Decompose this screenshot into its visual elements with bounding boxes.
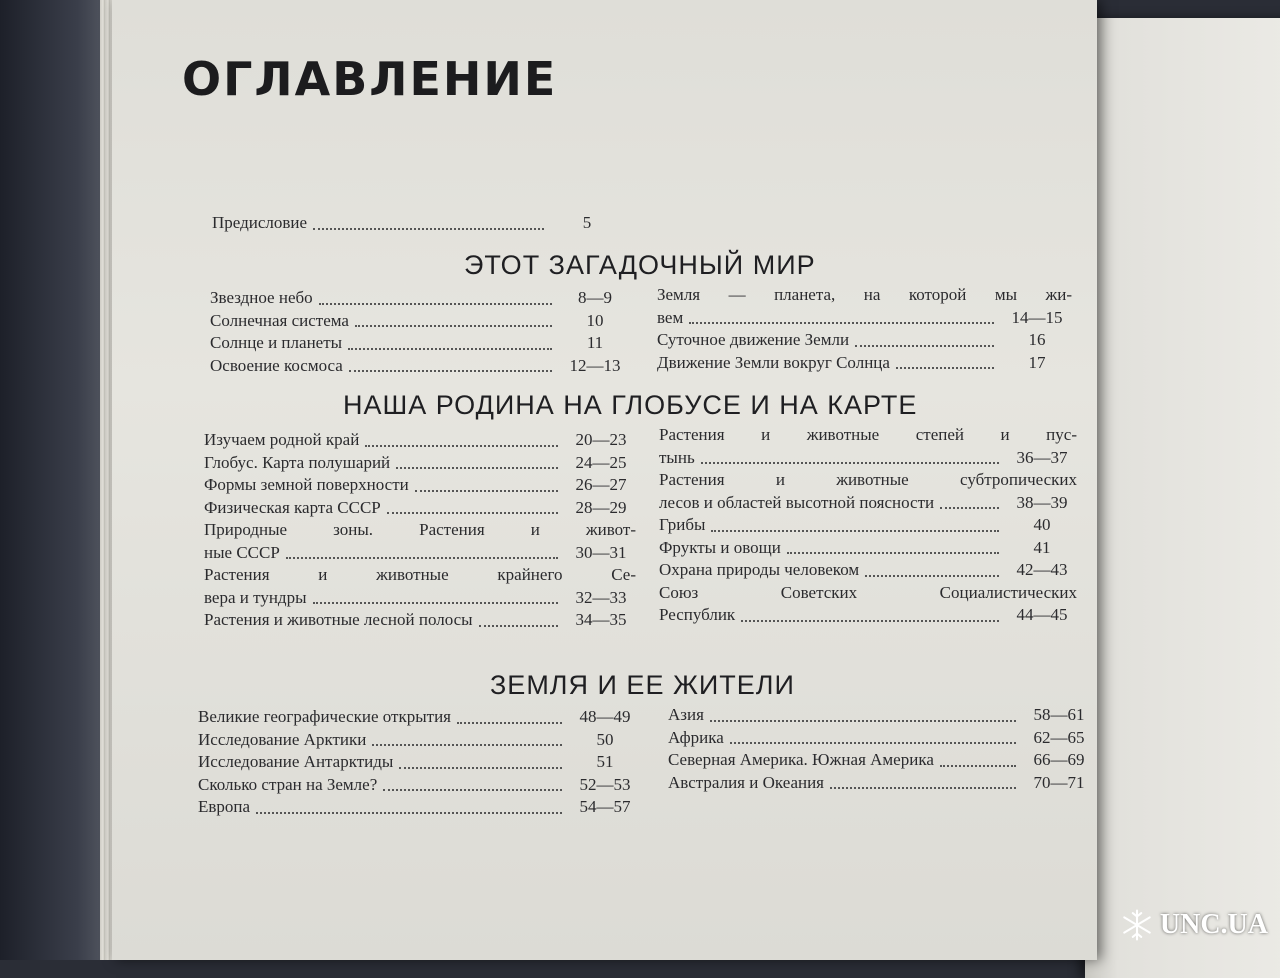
toc-entry (210, 310, 630, 333)
toc-entry-pages: 32—33 (575, 587, 627, 607)
section-3-right-column (668, 704, 1094, 794)
dot-leader (855, 345, 994, 347)
section-title: ЭТОТ ЗАГАДОЧНЫЙ МИР (464, 250, 816, 280)
toc-entry-label: Австралия и Океания (668, 772, 825, 792)
toc-entry-label: Азия (668, 705, 704, 724)
toc-entry (198, 774, 640, 797)
toc-entry-label: Охрана природы человеком (659, 560, 860, 579)
toc-entry-pages: 52—53 (579, 774, 631, 794)
toc-entry-label: Растения и животные лесной полосы (204, 610, 473, 629)
toc-entry (198, 729, 640, 752)
toc-entry-multiline (204, 564, 636, 609)
toc-entry-label: Грибы (659, 515, 706, 534)
toc-entry-pages: 8—9 (578, 288, 612, 307)
toc-entry (668, 704, 1094, 727)
toc-entry-label-line: Растения и животные крайнего Се- (204, 565, 636, 584)
toc-entry (198, 706, 640, 729)
toc-entry-pages: 38—39 (1016, 492, 1068, 512)
toc-entry-label: Глобус. Карта полушарий (204, 452, 391, 472)
toc-entry (668, 727, 1094, 750)
toc-entry-pages: 42—43 (1016, 560, 1068, 579)
dot-leader (387, 512, 558, 514)
toc-entry-label: Звездное небо (210, 288, 313, 307)
toc-entry-row (204, 429, 636, 452)
toc-entry-pages: 20—23 (575, 430, 627, 449)
toc-entry-row (668, 704, 1094, 727)
toc-entry (204, 497, 636, 520)
toc-entry-row (668, 749, 1094, 772)
dot-leader (365, 445, 558, 447)
section-3-left-column (198, 706, 640, 819)
dot-leader (830, 787, 1016, 789)
dot-leader (256, 812, 562, 814)
dot-leader (457, 722, 562, 724)
toc-entry-row (204, 587, 636, 610)
toc-entry-pages: 41 (1033, 537, 1051, 557)
toc-entry-row (204, 542, 636, 565)
toc-entry-label: Суточное движение Земли (657, 330, 850, 349)
toc-entry-label: Африка (668, 727, 724, 747)
toc-entry-row (668, 727, 1094, 750)
toc-entry (668, 749, 1094, 772)
toc-entry-label-line: Растения и животные субтропических (659, 470, 1077, 489)
dot-leader (286, 557, 558, 559)
toc-entry (204, 452, 636, 475)
toc-entry-pages: 40 (1033, 515, 1051, 534)
section-2-right-column (659, 424, 1077, 627)
dot-leader (319, 303, 552, 305)
section-2-left-column (204, 429, 636, 632)
dot-leader (399, 767, 562, 769)
toc-entry (198, 751, 640, 774)
dot-leader (479, 625, 558, 627)
toc-entry (657, 329, 1072, 352)
watermark-text: UNC.UA (1159, 909, 1268, 940)
dot-leader (787, 552, 999, 554)
toc-entry-label-line: Земля — планета, на которой мы жи- (657, 285, 1072, 304)
dot-leader (896, 367, 994, 369)
toc-entry-row (668, 772, 1094, 795)
dot-leader (372, 744, 562, 746)
toc-entry (204, 609, 636, 632)
toc-entry-label: Великие географические открытия (198, 707, 451, 726)
toc-entry (210, 355, 630, 378)
toc-entry-row (210, 355, 630, 378)
dot-leader (348, 348, 552, 350)
toc-entry-label: Северная Америка. Южная Америка (668, 750, 934, 769)
page-title: ОГЛАВЛЕНИЕ (182, 52, 558, 106)
toc-entry-pages: 70—71 (1033, 772, 1085, 792)
dot-leader (396, 467, 558, 469)
toc-entry-label: Солнечная система (210, 310, 349, 330)
section-1-right-column (657, 284, 1072, 374)
toc-entry-pages: 12—13 (569, 355, 621, 375)
dot-leader (383, 789, 562, 791)
toc-entry-row (198, 774, 640, 797)
toc-entry-row (204, 497, 636, 520)
toc-entry-row (657, 329, 1072, 352)
toc-entry-pages: 10 (586, 310, 604, 330)
toc-entry (210, 287, 630, 310)
toc-entry-label: Республик (659, 605, 736, 624)
toc-entry (657, 352, 1072, 375)
dot-leader (349, 370, 552, 372)
dot-leader (313, 602, 559, 604)
toc-entry-label: Исследование Арктики (198, 729, 367, 749)
toc-entry (659, 559, 1077, 582)
toc-entry-pages: 50 (596, 729, 614, 749)
toc-entry-row (659, 492, 1077, 515)
toc-entry-pages: 5 (582, 213, 592, 232)
toc-entry-row (657, 307, 1072, 330)
toc-entry-row (204, 609, 636, 632)
toc-entry (204, 429, 636, 452)
toc-entry-label: Европа (198, 797, 251, 816)
toc-entry (210, 332, 630, 355)
toc-entry (659, 537, 1077, 560)
preface-entry (212, 212, 622, 235)
toc-entry-label: Движение Земли вокруг Солнца (657, 352, 890, 372)
dot-leader (355, 325, 552, 327)
dot-leader (940, 765, 1016, 767)
toc-entry-pages: 26—27 (575, 475, 627, 494)
toc-entry-pages: 36—37 (1016, 447, 1068, 467)
toc-entry-pages: 14—15 (1011, 307, 1063, 327)
dot-leader (741, 620, 999, 622)
toc-entry-multiline (204, 519, 636, 564)
toc-entry-pages: 58—61 (1033, 705, 1085, 724)
toc-entry-label: Изучаем родной край (204, 430, 360, 449)
dot-leader (415, 490, 558, 492)
toc-entry-pages: 44—45 (1016, 605, 1068, 624)
toc-entry-label: Фрукты и овощи (659, 537, 781, 557)
toc-entry-label-line: Растения и животные степей и пус- (659, 425, 1077, 444)
watermark-logo (1120, 908, 1268, 942)
toc-entry-row (198, 796, 640, 819)
toc-entry-label: Предисловие (212, 213, 308, 232)
toc-entry-pages: 48—49 (579, 707, 631, 726)
toc-entry-row (204, 474, 636, 497)
toc-entry-label: Освоение космоса (210, 355, 343, 375)
toc-entry-row (198, 729, 640, 752)
toc-entry-pages: 54—57 (579, 797, 631, 816)
toc-entry-pages: 17 (1028, 352, 1046, 372)
toc-entry-row (659, 559, 1077, 582)
toc-entry-row (659, 514, 1077, 537)
toc-entry-row (198, 751, 640, 774)
toc-entry-multiline (659, 469, 1077, 514)
dot-leader (711, 530, 999, 532)
toc-entry-label-line: Союз Советских Социалистических (659, 582, 1077, 602)
toc-entry-pages: 66—69 (1033, 750, 1085, 769)
toc-entry-row (210, 332, 630, 355)
toc-entry-row (657, 352, 1072, 375)
toc-entry (198, 796, 640, 819)
toc-entry-row (198, 706, 640, 729)
toc-entry-pages: 51 (596, 752, 614, 771)
snowflake-icon (1120, 908, 1154, 942)
toc-entry (204, 474, 636, 497)
dot-leader (313, 228, 544, 230)
toc-entry-label: вем (657, 307, 684, 327)
toc-entry-pages: 30—31 (575, 542, 627, 562)
background-left (0, 0, 110, 960)
toc-entry-row (204, 452, 636, 475)
toc-entry (668, 772, 1094, 795)
section-title: НАША РОДИНА НА ГЛОБУСЕ И НА КАРТЕ (343, 390, 918, 420)
toc-entry-pages: 16 (1028, 330, 1046, 349)
dot-leader (865, 575, 999, 577)
toc-entry-label-line: Природные зоны. Растения и живот- (204, 520, 636, 539)
toc-entry-label: лесов и областей высотной поясности (659, 492, 935, 512)
toc-entry-row (659, 537, 1077, 560)
dot-leader (689, 322, 994, 324)
toc-entry-row (210, 287, 630, 310)
toc-entry-pages: 11 (586, 333, 604, 352)
dot-leader (701, 462, 999, 464)
facing-page (1085, 18, 1280, 978)
toc-entry-pages: 24—25 (575, 452, 627, 472)
dot-leader (730, 742, 1016, 744)
section-1-left-column (210, 287, 630, 377)
toc-entry-label: Исследование Антарктиды (198, 752, 394, 771)
toc-entry-multiline (659, 424, 1077, 469)
contents-page (112, 0, 1097, 960)
toc-entry (659, 514, 1077, 537)
toc-entry (212, 212, 622, 235)
toc-entry-label: Солнце и планеты (210, 333, 343, 352)
toc-entry-row (659, 604, 1077, 627)
toc-entry-label: Физическая карта СССР (204, 497, 381, 517)
toc-entry-row (659, 447, 1077, 470)
toc-entry-label: Формы земной поверхности (204, 475, 409, 494)
toc-entry-label: ные СССР (204, 542, 280, 562)
dot-leader (940, 507, 999, 509)
toc-entry-label: Сколько стран на Земле? (198, 774, 378, 794)
section-title: ЗЕМЛЯ И ЕЕ ЖИТЕЛИ (490, 670, 795, 700)
toc-entry-pages: 34—35 (575, 610, 627, 629)
toc-entry-label: вера и тундры (204, 587, 307, 607)
toc-entry-row (210, 310, 630, 333)
dot-leader (710, 720, 1016, 722)
toc-entry-label: тынь (659, 447, 695, 467)
toc-entry-multiline (657, 284, 1072, 329)
toc-entry-pages: 62—65 (1033, 727, 1085, 747)
toc-entry-multiline (659, 582, 1077, 627)
toc-entry-pages: 28—29 (575, 497, 627, 517)
